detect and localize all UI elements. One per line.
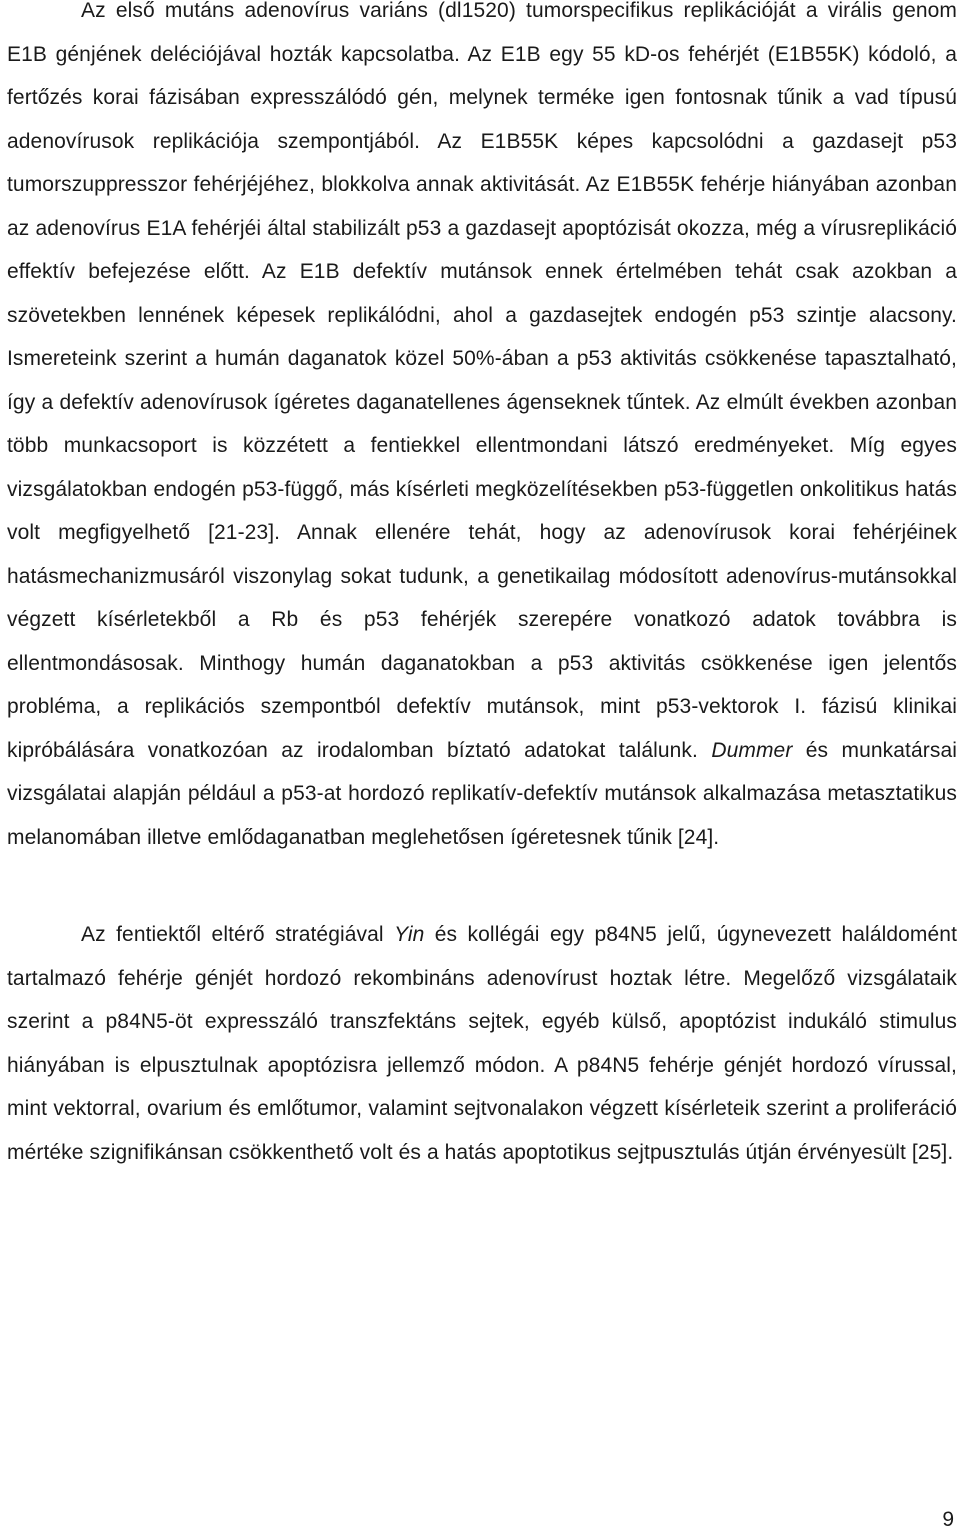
paragraph-text: Az fentiektől eltérő stratégiával — [81, 923, 395, 946]
paragraph — [7, 0, 957, 859]
paragraph-text: Az első mutáns adenovírus variáns (dl1520) tumorspecifikus replikációját a virális genom E1B génjének deléciójával hozták kapcsolatba. Az E1B egy 55 kD-os fehérjét (E1B55K) kódoló, a fertőzés korai fázisában expresszálódó gén, melynek terméke igen fontosnak tűnik a vad típusú adenovírusok replikációja szempontjából. Az E1B55K képes kapcsolódni a gazdasejt p53 tumorszuppresszor fehérjéjéhez, blokkolva annak aktivitását. Az E1B55K fehérje hiányában azonban az adenovírus E1A fehérjéi által stabilizált p53 a gazdasejt apoptózisát okozza, még a vírusreplikáció effektív befejezése előtt. Az E1B defektív mutánsok ennek értelmében tehát csak azokban a szövetekben lennének képesek replikálódni, ahol a gazdasejtek endogén p53 szintje alacsony. Ismereteink szerint a humán daganatok közel 50%-ában a p53 aktivitás csökkenése tapasztalható, így a defektív adenovírusok ígéretes daganatellenes ágenseknek tűntek. Az elmúlt években azonban több munkacsoport is közzétett a fentiekkel ellentmondani látszó eredményeket. Míg egyes vizsgálatokban endogén p53-függő, más kísérleti megközelítésekben p53-független onkolitikus hatás volt megfigyelhető [21-23]. Annak ellenére tehát, hogy az adenovírusok korai fehérjéinek hatásmechanizmusáról viszonylag sokat tudunk, a genetikailag módosított adenovírus-mutánsokkal végzett kísérletekből a Rb és p53 fehérjék szerepére vonatkozó adatok továbbra is ellentmondásosak. Minthogy humán daganatokban a p53 aktivitás csökkenése igen jelentős probléma, a replikációs szempontból defektív mutánsok, mint p53-vektorok I. fázisú klinikai kipróbálására vonatkozóan az irodalomban bíztató adatokat találunk. — [7, 0, 957, 762]
author-name-italic: Yin — [394, 923, 425, 946]
paragraph-text: és kollégái egy p84N5 jelű, úgynevezett haláldomént tartalmazó fehérje génjét hordozó rekombináns adenovírust hoztak létre. Megelőző vizsgálataik szerint a p84N5-öt expresszáló transzfektáns sejtek, egyéb külső, apoptózist indukáló stimulus hiányában is elpusztulnak apoptózisra jellemző módon. A p84N5 fehérje génjét hordozó vírussal, mint vektorral, ovarium és emlőtumor, valamint sejtvonalakon végzett kísérleteik szerint a proliferáció mértéke szignifikánsan csökkenthető volt és a hatás apoptotikus sejtpusztulás útján érvényesült [25]. — [7, 923, 958, 1164]
paragraph-text: és munkatársai vizsgálatai alapján például a p53-at hordozó replikatív-defektív mutánsok alkalmazása metasztatikus melanomában illetve emlődaganatban meglehetősen ígéretesnek tűnik [24]. — [7, 738, 957, 849]
author-name-italic: Dummer — [711, 738, 793, 762]
page-number: 9 — [942, 1508, 954, 1531]
paragraph — [7, 913, 957, 1174]
document-page — [7, 0, 957, 1174]
